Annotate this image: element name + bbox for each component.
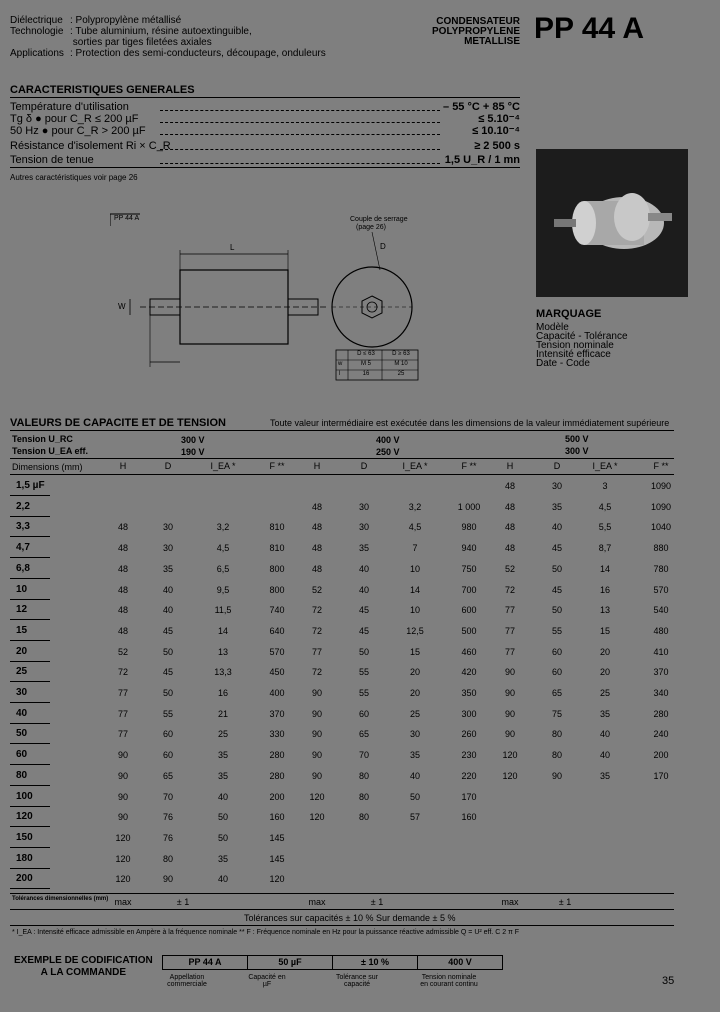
table-cell: 57 — [409, 812, 420, 823]
table-cell: 160 — [269, 812, 285, 823]
table-cell: 52 — [311, 584, 322, 595]
table-cell: 90 — [311, 708, 322, 719]
table-cell: 55 — [162, 708, 173, 719]
table-cell: 76 — [162, 812, 173, 823]
urc-value: 300 V — [181, 435, 205, 445]
table-cell: 35 — [599, 770, 610, 781]
code-label: Appellation commerciale — [167, 974, 207, 988]
urc-value: 400 V — [376, 435, 400, 445]
header-line: Diélectrique : Polypropylène métallisé — [10, 15, 182, 26]
table-cell: 220 — [461, 770, 477, 781]
capacitance-value: 4,7 — [16, 542, 30, 554]
table-cell: 10 — [409, 563, 420, 574]
table-cell: 3,2 — [216, 522, 230, 533]
marquage-item: Modèle — [536, 322, 569, 333]
table-cell: 240 — [653, 729, 669, 740]
table-cell: 35 — [409, 750, 420, 761]
table-cell: 200 — [653, 750, 669, 761]
uea-value: 250 V — [376, 447, 400, 457]
table-cell: 40 — [409, 770, 420, 781]
table-cell: 48 — [311, 522, 322, 533]
table-cell: 15 — [409, 646, 420, 657]
table-cell: 410 — [653, 646, 669, 657]
dim-label-l: L — [230, 243, 235, 252]
table-cell: 40 — [217, 791, 228, 802]
table-cell: 55 — [551, 625, 562, 636]
table-cell: 48 — [117, 584, 128, 595]
table-cell: 340 — [653, 688, 669, 698]
code-box-model: PP 44 A — [162, 955, 248, 970]
capacitance-value: 3,3 — [16, 521, 30, 533]
table-cell: 120 — [115, 853, 131, 864]
capacitance-value: 200 — [16, 873, 33, 885]
capacitance-value: 180 — [16, 852, 33, 864]
table-cell: 65 — [162, 770, 173, 781]
table-cell: 50 — [551, 563, 562, 574]
marquage-item: Tension nominale — [536, 340, 614, 351]
table-cell: 980 — [461, 522, 477, 533]
table-cell: 740 — [269, 605, 285, 616]
table-cell: 55 — [358, 688, 369, 698]
table-cell: 20 — [599, 646, 610, 657]
table-cell: 13 — [217, 646, 228, 657]
capacitance-value: 25 — [16, 666, 28, 678]
dimensions-label: Dimensions (mm) — [12, 462, 83, 472]
table-cell: 65 — [358, 729, 369, 740]
table-cell: 600 — [461, 605, 477, 616]
code-box-capacitance: 50 µF — [247, 955, 333, 970]
table-cell: 50 — [162, 688, 173, 698]
table-cell: 72 — [311, 625, 322, 636]
table-cell: 48 — [117, 522, 128, 533]
tolerance-label: Tolérances dimensionnelles (mm) — [12, 896, 109, 902]
table-cell: 12,5 — [406, 625, 424, 636]
table-cell: 280 — [653, 708, 669, 719]
table-cell: 25 — [409, 708, 420, 719]
column-header: H — [119, 461, 127, 471]
table-title: VALEURS DE CAPACITE ET DE TENSION — [10, 417, 226, 429]
capacitance-value: 6,8 — [16, 562, 30, 574]
table-cell: 10 — [409, 605, 420, 616]
table-cell: 1040 — [650, 522, 672, 533]
table-cell: 80 — [551, 750, 562, 761]
table-cell: 60 — [358, 708, 369, 719]
divider — [10, 97, 520, 98]
table-cell: 90 — [504, 729, 515, 740]
table-cell: 13,3 — [214, 667, 232, 678]
table-cell: 77 — [117, 688, 128, 698]
table-cell: 90 — [117, 770, 128, 781]
table-cell: 3 — [602, 481, 608, 491]
column-header: H — [506, 461, 514, 471]
column-header: F ** — [461, 461, 477, 471]
table-cell: 16 — [599, 584, 610, 595]
table-cell: 45 — [162, 667, 173, 678]
table-cell: 30 — [551, 481, 562, 491]
table-cell: 230 — [461, 750, 477, 761]
table-cell: 280 — [269, 750, 285, 761]
table-cell: 60 — [551, 646, 562, 657]
table-cell: 90 — [311, 729, 322, 740]
table-cell: 50 — [358, 646, 369, 657]
table-cell: 800 — [269, 584, 285, 595]
table-cell: 4,5 — [216, 543, 230, 554]
table-cell: 80 — [551, 729, 562, 740]
table-cell: 77 — [504, 625, 515, 636]
table-cell: 940 — [461, 543, 477, 554]
table-cell: 14 — [409, 584, 420, 595]
capacitance-tolerance: Tolérances sur capacités ± 10 % Sur demande ± 5 % — [244, 913, 456, 923]
table-cell: 52 — [117, 646, 128, 657]
table-cell: 48 — [504, 481, 515, 491]
spec-row: Résistance d'isolement Ri × C_R ≥ 2 500 s — [10, 140, 520, 152]
table-cell: 170 — [653, 770, 669, 781]
table-cell: 55 — [358, 667, 369, 678]
table-cell: 11,5 — [214, 605, 232, 616]
table-cell: 30 — [162, 522, 173, 533]
table-cell: 20 — [409, 688, 420, 698]
table-cell: 9,5 — [216, 584, 230, 595]
table-cell: 30 — [162, 543, 173, 554]
table-cell: 120 — [309, 812, 325, 823]
table-note: Toute valeur intermédiaire est exécutée dans les dimensions de la valeur immédiatement supérieure — [270, 418, 670, 428]
dimension-drawing: PP 44 A Couple de serrage (page 26) L D W D ≤ 63 D ≥ 63 w M 5 M 10 l 16 25 — [110, 212, 440, 387]
table-cell: 3,2 — [408, 501, 422, 512]
table-cell: 420 — [461, 667, 477, 678]
table-cell: 40 — [162, 605, 173, 616]
table-cell: 120 — [115, 874, 131, 885]
table-cell: 1 000 — [457, 501, 481, 512]
table-cell: 160 — [461, 812, 477, 823]
column-header: F ** — [653, 461, 669, 471]
capacitance-value: 120 — [16, 811, 33, 823]
product-photo — [536, 149, 688, 297]
tolerance-cell: ± 1 — [370, 897, 384, 907]
capacitor-photo-image — [536, 149, 688, 297]
product-title: PP 44 A — [534, 12, 645, 45]
table-cell: 48 — [504, 543, 515, 554]
table-cell: 90 — [117, 750, 128, 761]
table-cell: 52 — [504, 563, 515, 574]
table-cell: 35 — [599, 708, 610, 719]
table-cell: 570 — [653, 584, 669, 595]
urc-label: Tension U_RC — [12, 434, 73, 444]
table-cell: 350 — [461, 688, 477, 698]
table-cell: 14 — [217, 625, 228, 636]
table-cell: 880 — [653, 543, 669, 554]
table-cell: 35 — [162, 563, 173, 574]
table-cell: 120 — [502, 750, 518, 761]
table-cell: 5,5 — [598, 522, 612, 533]
table-cell: 4,5 — [598, 501, 612, 512]
table-cell: 76 — [162, 832, 173, 843]
table-cell: 50 — [217, 832, 228, 843]
capacitance-value: 2,2 — [16, 500, 30, 512]
code-box-voltage: 400 V — [417, 955, 503, 970]
table-cell: 48 — [117, 563, 128, 574]
table-cell: 45 — [551, 543, 562, 554]
table-cell: 370 — [269, 708, 285, 719]
capacitance-value: 15 — [16, 624, 28, 636]
table-cell: 40 — [358, 584, 369, 595]
table-cell: 90 — [117, 812, 128, 823]
capacitance-value: 150 — [16, 831, 33, 843]
capacitance-value: 30 — [16, 687, 28, 698]
column-header: I_EA * — [210, 461, 236, 471]
table-cell: 70 — [358, 750, 369, 761]
capacitance-value: 20 — [16, 645, 28, 657]
table-cell: 15 — [599, 625, 610, 636]
spec-row: 50 Hz ● pour C_R > 200 µF ≤ 10.10⁻⁴ — [10, 125, 520, 137]
divider — [10, 167, 520, 168]
table-cell: 200 — [269, 791, 285, 802]
marquage-item: Date - Code — [536, 358, 590, 369]
table-cell: 120 — [309, 791, 325, 802]
spec-row: Température d'utilisation – 55 °C + 85 °C — [10, 101, 520, 113]
spec-row: Tension de tenue 1,5 U_R / 1 mn — [10, 154, 520, 166]
table-cell: 480 — [653, 625, 669, 636]
table-cell: 300 — [461, 708, 477, 719]
table-cell: 810 — [269, 522, 285, 533]
table-cell: 30 — [409, 729, 420, 740]
table-cell: 16 — [217, 688, 228, 698]
capacitance-value: 1,5 µF — [16, 480, 45, 491]
table-cell: 35 — [551, 501, 562, 512]
nut-label-page: (page 26) — [356, 224, 386, 231]
table-cell: 40 — [551, 522, 562, 533]
table-cell: 700 — [461, 584, 477, 595]
table-cell: 72 — [504, 584, 515, 595]
table-cell: 48 — [504, 522, 515, 533]
table-cell: 20 — [599, 667, 610, 678]
table-cell: 80 — [358, 770, 369, 781]
table-cell: 35 — [217, 750, 228, 761]
table-cell: 90 — [311, 770, 322, 781]
table-cell: 40 — [162, 584, 173, 595]
table-cell: 35 — [217, 770, 228, 781]
table-cell: 72 — [311, 667, 322, 678]
table-cell: 1090 — [650, 481, 672, 491]
table-cell: 77 — [504, 646, 515, 657]
column-header: F ** — [269, 461, 285, 471]
table-cell: 48 — [117, 543, 128, 554]
capacitance-value: 12 — [16, 604, 28, 616]
table-cell: 40 — [599, 750, 610, 761]
table-cell: 60 — [551, 667, 562, 678]
table-cell: 20 — [409, 667, 420, 678]
table-cell: 40 — [217, 874, 228, 885]
column-header: I_EA * — [402, 461, 428, 471]
table-cell: 90 — [504, 708, 515, 719]
spec-row: Tg δ ● pour C_R ≤ 200 µF ≤ 5.10⁻⁴ — [10, 113, 520, 125]
table-cell: 60 — [162, 729, 173, 740]
table-cell: 370 — [653, 667, 669, 678]
table-cell: 90 — [504, 688, 515, 698]
table-cell: 50 — [409, 791, 420, 802]
uea-label: Tension U_EA eff. — [12, 446, 89, 456]
column-header: D — [164, 461, 172, 471]
table-cell: 65 — [551, 688, 562, 698]
table-cell: 35 — [217, 853, 228, 864]
table-cell: 13 — [599, 605, 610, 616]
table-cell: 48 — [117, 605, 128, 616]
table-cell: 72 — [311, 605, 322, 616]
table-cell: 35 — [358, 543, 369, 554]
urc-value: 500 V — [565, 434, 589, 444]
table-cell: 450 — [269, 667, 285, 678]
column-header: H — [313, 461, 321, 471]
code-label: Tension nominale en courant continu — [420, 974, 478, 988]
table-cell: 280 — [269, 770, 285, 781]
marquage-list — [536, 323, 628, 368]
table-cell: 77 — [504, 605, 515, 616]
capacitance-value: 50 — [16, 728, 28, 740]
table-cell: 48 — [311, 501, 322, 512]
table-cell: 40 — [358, 563, 369, 574]
table-cell: 60 — [162, 750, 173, 761]
capacitance-value: 10 — [16, 583, 28, 595]
table-cell: 45 — [162, 625, 173, 636]
table-cell: 75 — [551, 708, 562, 719]
table-cell: 80 — [358, 791, 369, 802]
uea-value: 300 V — [565, 446, 589, 456]
tolerance-cell: max — [501, 897, 519, 907]
table-cell: 145 — [269, 832, 285, 843]
column-header: D — [553, 461, 561, 471]
table-cell: 90 — [311, 750, 322, 761]
table-cell: 570 — [269, 646, 285, 657]
table-cell: 780 — [653, 563, 669, 574]
table-cell: 6,5 — [216, 563, 230, 574]
table-cell: 50 — [217, 812, 228, 823]
table-cell: 30 — [358, 522, 369, 533]
table-cell: 500 — [461, 625, 477, 636]
table-cell: 120 — [502, 770, 518, 781]
code-label: Tolérance sur capacité — [335, 974, 379, 988]
table-cell: 8,7 — [598, 543, 612, 554]
drawing-tag: PP 44 A — [114, 215, 140, 222]
specs-title: CARACTERISTIQUES GENERALES — [10, 84, 195, 96]
table-cell: 14 — [599, 563, 610, 574]
header-line: Applications : Protection des semi-conducteurs, découpage, onduleurs — [10, 48, 326, 59]
table-cell: 48 — [311, 543, 322, 554]
table-cell: 750 — [461, 563, 477, 574]
capacitance-value: 100 — [16, 790, 33, 802]
table-cell: 40 — [599, 729, 610, 740]
table-cell: 1090 — [650, 501, 672, 512]
order-title: EXEMPLE DE CODIFICATION A LA COMMANDE — [14, 955, 153, 978]
table-cell: 25 — [599, 688, 610, 698]
table-cell: 145 — [269, 853, 285, 864]
table-cell: 25 — [217, 729, 228, 740]
table-cell: 800 — [269, 563, 285, 574]
marquage-item: Capacité - Tolérance — [536, 331, 628, 342]
code-box-tolerance: ± 10 % — [332, 955, 418, 970]
table-cell: 90 — [162, 874, 173, 885]
uea-value: 190 V — [181, 447, 205, 457]
product-family-title: CONDENSATEUR POLYPROPYLENE METALLISE — [432, 16, 520, 47]
page-number: 35 — [662, 975, 675, 987]
table-cell: 70 — [162, 791, 173, 802]
marquage-item: Intensité efficace — [536, 349, 611, 360]
table-cell: 80 — [358, 812, 369, 823]
table-cell: 90 — [504, 667, 515, 678]
marquage-title: MARQUAGE — [536, 308, 602, 320]
table-cell: 48 — [117, 625, 128, 636]
table-cell: 77 — [117, 729, 128, 740]
capacitance-value: 40 — [16, 707, 28, 719]
table-cell: 640 — [269, 625, 285, 636]
table-cell: 400 — [269, 688, 285, 698]
table-cell: 260 — [461, 729, 477, 740]
nut-label: Couple de serrage — [350, 216, 408, 223]
table-cell: 460 — [461, 646, 477, 657]
code-label: Capacité en µF — [248, 974, 286, 988]
header-description — [10, 15, 326, 59]
dim-label-w: W — [118, 302, 126, 311]
table-cell: 45 — [358, 625, 369, 636]
capacitance-value: 60 — [16, 749, 28, 761]
table-cell: 4,5 — [408, 522, 422, 533]
table-cell: 77 — [311, 646, 322, 657]
tolerance-cell: max — [308, 897, 326, 907]
table-cell: 90 — [311, 688, 322, 698]
table-cell: 7 — [412, 543, 418, 554]
table-cell: 50 — [551, 605, 562, 616]
table-cell: 77 — [117, 708, 128, 719]
table-cell: 48 — [504, 501, 515, 512]
table-cell: 45 — [358, 605, 369, 616]
table-cell: 45 — [551, 584, 562, 595]
table-cell: 90 — [551, 770, 562, 781]
capacitance-value: 80 — [16, 769, 28, 781]
header-line: sorties par tiges filetées axiales — [70, 37, 212, 48]
column-header: D — [360, 461, 368, 471]
dim-label-d: D — [380, 242, 386, 251]
table-cell: 21 — [217, 708, 228, 719]
specs-note: Autres caractéristiques voir page 26 — [10, 173, 138, 182]
table-cell: 170 — [461, 791, 477, 802]
table-cell: 50 — [162, 646, 173, 657]
table-cell: 80 — [162, 853, 173, 864]
tolerance-cell: ± 1 — [558, 897, 572, 907]
table-cell: 330 — [269, 729, 285, 740]
table-cell: 90 — [117, 791, 128, 802]
table-cell: 120 — [269, 874, 285, 885]
table-cell: 48 — [311, 563, 322, 574]
tolerance-cell: ± 1 — [176, 897, 190, 907]
footnote: * I_EA : Intensité efficace admissible en Ampère à la fréquence nominale ** F : Fréquence nominale en Hz pour la puissance réactive admissible Q = U² eff. C 2 π F — [12, 929, 520, 936]
tolerance-cell: max — [114, 897, 132, 907]
table-cell: 810 — [269, 543, 285, 554]
header-line: Technologie : Tube aluminium, résine autoextinguible, — [10, 26, 252, 37]
table-cell: 72 — [117, 667, 128, 678]
table-cell: 30 — [358, 501, 369, 512]
table-cell: 540 — [653, 605, 669, 616]
table-cell: 120 — [115, 832, 131, 843]
column-header: I_EA * — [592, 461, 618, 471]
